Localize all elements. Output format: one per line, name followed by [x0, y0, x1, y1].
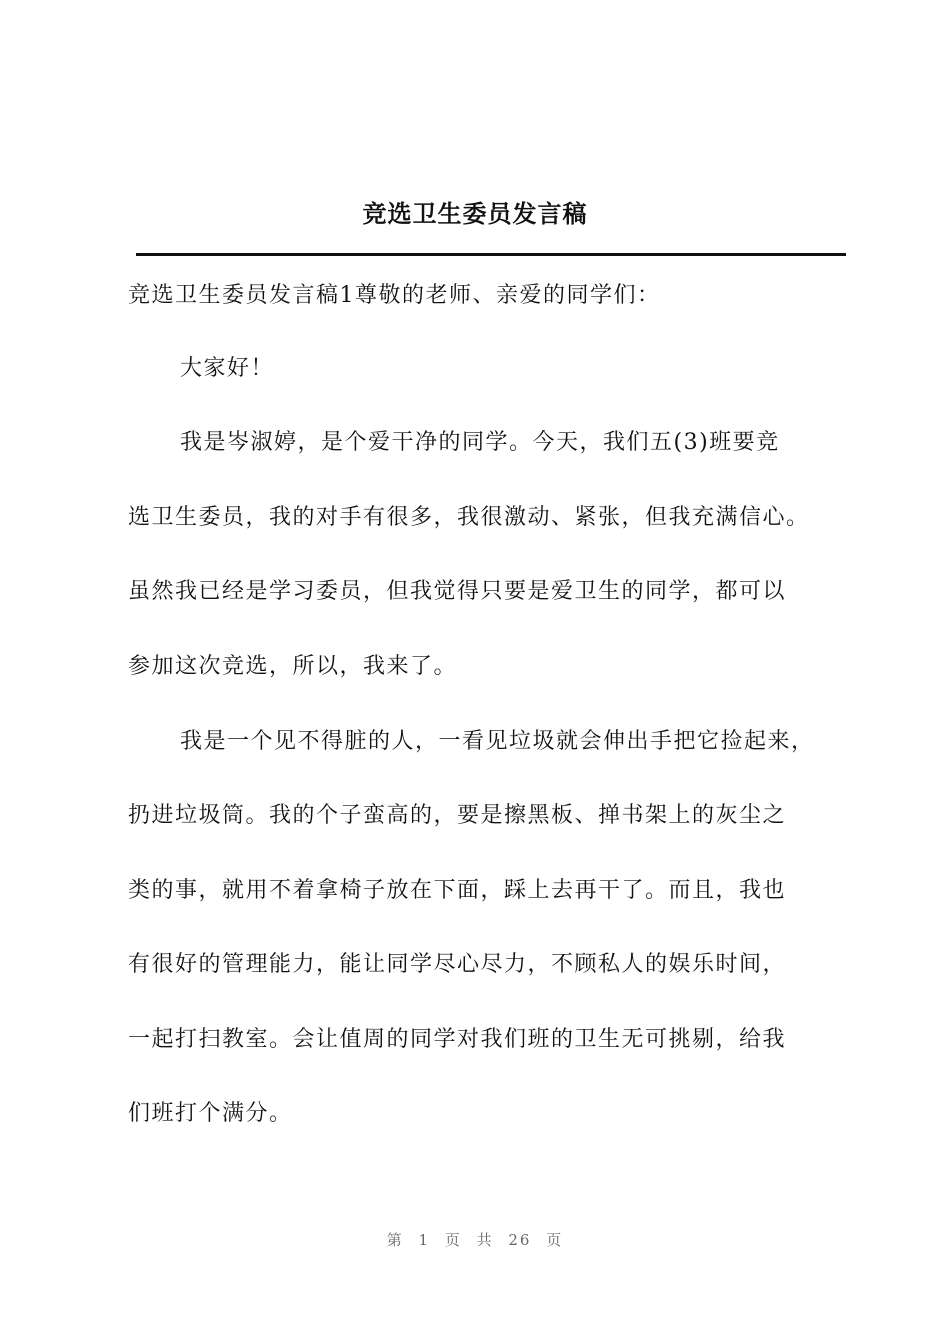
body-line: 一起打扫教室。会让值周的同学对我们班的卫生无可挑剔，给我 — [128, 1027, 787, 1052]
body-line: 我是岑淑婷，是个爱干净的同学。今天，我们五(3)班要竞 — [180, 430, 780, 455]
body-line: 竞选卫生委员发言稿1尊敬的老师、亲爱的同学们： — [128, 283, 661, 308]
body-line: 们班打个满分。 — [128, 1101, 293, 1126]
body-line: 参加这次竞选，所以，我来了。 — [128, 654, 458, 679]
document-title: 竞选卫生委员发言稿 — [362, 199, 588, 228]
body-line: 大家好！ — [180, 356, 275, 381]
body-line: 选卫生委员，我的对手有很多，我很激动、紧张，但我充满信心。 — [128, 505, 810, 530]
page-number: 第 1 页 共 26 页 — [386, 1231, 564, 1249]
title-underline — [136, 253, 846, 256]
body-line: 我是一个见不得脏的人，一看见垃圾就会伸出手把它捡起来， — [180, 729, 815, 754]
body-line: 有很好的管理能力，能让同学尽心尽力，不顾私人的娱乐时间， — [128, 952, 787, 977]
body-line: 扔进垃圾筒。我的个子蛮高的，要是擦黑板、掸书架上的灰尘之 — [128, 803, 787, 828]
body-line: 类的事，就用不着拿椅子放在下面，踩上去再干了。而且，我也 — [128, 878, 787, 903]
body-line: 虽然我已经是学习委员，但我觉得只要是爱卫生的同学，都可以 — [128, 579, 787, 604]
